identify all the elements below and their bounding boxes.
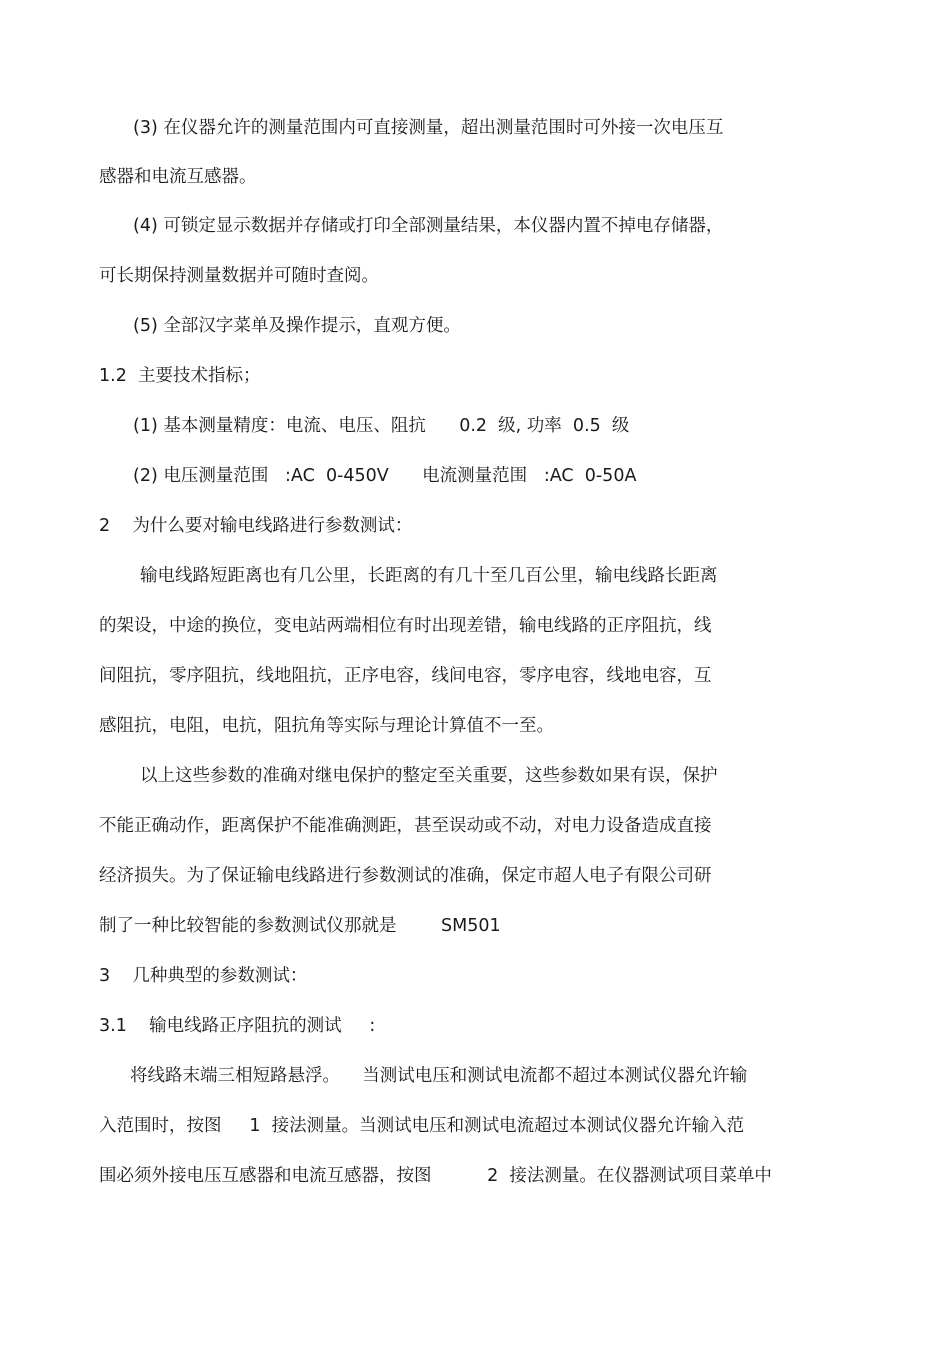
text-line: (1) 基本测量精度：电流、电压、阻抗 0.2 级, 功率 0.5 级	[133, 416, 630, 436]
text-line: 入范围时，按图 1 接法测量。当测试电压和测试电流超过本测试仪器允许输入范	[99, 1116, 745, 1136]
text-line: 围必须外接电压互感器和电流互感器，按图 2 接法测量。在仪器测试项目菜单中	[99, 1166, 772, 1186]
text-line: 可长期保持测量数据并可随时查阅。	[99, 266, 379, 286]
text-line: 经济损失。为了保证输电线路进行参数测试的准确，保定市超人电子有限公司研	[99, 866, 712, 886]
text-line: 不能正确动作，距离保护不能准确测距，甚至误动或不动，对电力设备造成直接	[99, 816, 712, 836]
section-heading: 2 为什么要对输电线路进行参数测试：	[99, 516, 413, 536]
text-line: (4) 可锁定显示数据并存储或打印全部测量结果，本仪器内置不掉电存储器，	[133, 216, 724, 236]
text-line: 将线路末端三相短路悬浮。 当测试电压和测试电流都不超过本测试仪器允许输	[130, 1066, 748, 1086]
text-line: 感阻抗，电阻，电抗，阻抗角等实际与理论计算值不一至。	[99, 716, 554, 736]
section-heading: 1.2 主要技术指标；	[99, 366, 261, 386]
text-line: (3) 在仪器允许的测量范围内可直接测量，超出测量范围时可外接一次电压互	[133, 118, 724, 138]
text-line: (2) 电压测量范围 :AC 0-450V 电流测量范围 :AC 0-50A	[133, 466, 637, 486]
subsection-heading: 3.1 输电线路正序阻抗的测试 :	[99, 1016, 376, 1036]
text-line: 间阻抗，零序阻抗，线地阻抗，正序电容，线间电容，零序电容，线地电容，互	[99, 666, 712, 686]
text-line: 的架设，中途的换位，变电站两端相位有时出现差错，输电线路的正序阻抗，线	[99, 616, 712, 636]
text-line: 制了一种比较智能的参数测试仪那就是 SM501	[99, 916, 501, 936]
text-line: 感器和电流互感器。	[99, 167, 257, 187]
section-heading: 3 几种典型的参数测试：	[99, 966, 308, 986]
text-line: 以上这些参数的准确对继电保护的整定至关重要，这些参数如果有误，保护	[140, 766, 718, 786]
text-line: 输电线路短距离也有几公里，长距离的有几十至几百公里，输电线路长距离	[140, 566, 718, 586]
text-line: (5) 全部汉字菜单及操作提示，直观方便。	[133, 316, 461, 336]
